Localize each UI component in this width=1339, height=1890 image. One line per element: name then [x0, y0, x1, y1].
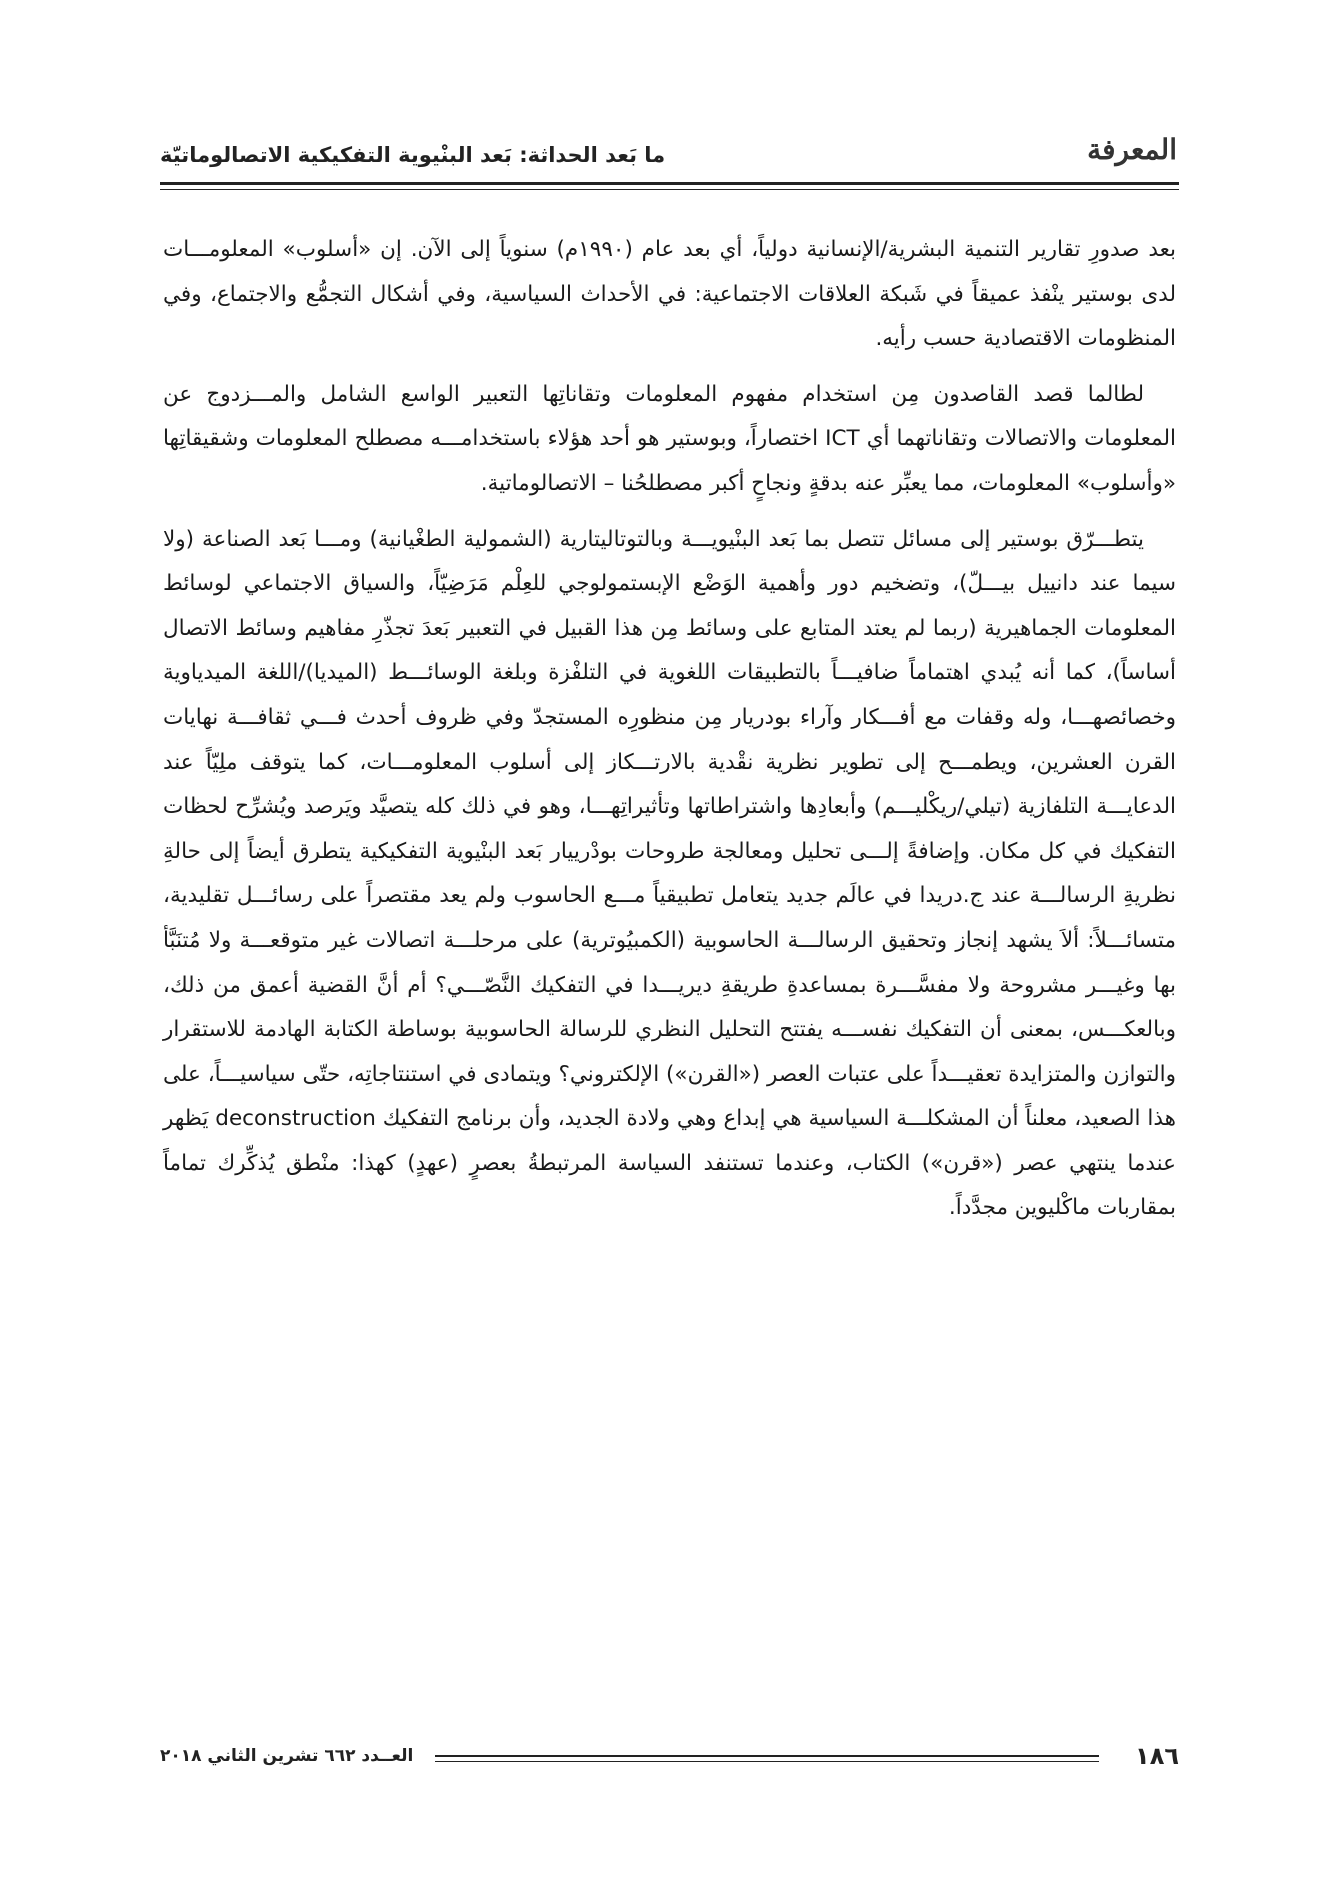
- paragraph-2: لطالما قصد القاصدون مِن استخدام مفهوم المعلومات وتقاناتِها التعبير الواسع الشامل والمـــزدوج عن المعلومات والاتصالات وتقاناتهما أي ICT اختصاراً، وبوستير هو أحد هؤلاء باستخدامـــه مصطلح المعلومات وشقيقاتِها «وأسلوب» المعلومات، مما يعبِّر عنه بدقةٍ ونجاحٍ أكبر مصطلحُنا – الاتصالوماتية.: [163, 381, 1177, 496]
- article-body: [163, 228, 1176, 1242]
- magazine-logo: المعرفة: [1087, 133, 1177, 166]
- footer-rule: [435, 1755, 1099, 1765]
- paragraph-3: يتطـــرّق بوستير إلى مسائل تتصل بما بَعد البنْيويـــة وبالتوتاليتارية (الشمولية الطغْيانية) ومـــا بَعد الصناعة (ولا سيما عند دانييل بيـــلّ)، وتضخيم دور وأهمية الوَضْع الإبستمولوجي للعِلْم مَرَضِيّاً، والسياق الاجتماعي لوسائط المعلومات الجماهيرية (ربما لم يعتد المتابع على وسائط مِن هذا القبيل في التعبير بَعدَ تجذّرِ مفاهيم وسائط الاتصال أساساً)، كما أنه يُبدي اهتماماً ضافيـــاً بالتطبيقات اللغوية في التلفْزة وبلغة الوسائـــط (الميديا)/اللغة الميدياوية وخصائصهـــا، وله وقفات مع أفـــكار وآراء بودريار مِن منظورِه المستجدّ وفي ظروف أحدث فـــي ثقافـــة نهايات القرن العشرين، ويطمـــح إلى تطوير نظرية نقْدية بالارتـــكاز إلى أسلوب المعلومـــات، كما يتوقف ملِيّاً عند الدعايـــة التلفازية (تيلي/ريكْليـــم) وأبعادِها واشتراطاتها وتأثيراتِهـــا، وهو في ذلك كله يتصيَّد ويَرصد ويُشرِّح لحظات التفكيك في كل مكان. وإضافةً إلـــى تحليل ومعالجة طروحات بودْرييار بَعد البنْيوية التفكيكية يتطرق أيضاً إلى حالةِ نظريةِ الرسالـــة عند ج.دريدا في عالَم جديد يتعامل تطبيقياً مـــع الحاسوب ولم يعد مقتصراً على رسائـــل تقليدية، متسائـــلاً: ألاَ يشهد إنجاز وتحقيق الرسالـــة الحاسوبية (الكمبيُوترية) على مرحلـــة اتصالات غير متوقعـــة ولا مُتنَبَّأ بها وغيـــر مشروحة ولا مفسَّـــرة بمساعدةِ طريقةِ ديريـــدا في التفكيك النَّصّـــي؟ أم أنَّ القضية أعمق من ذلك، وبالعكـــس، بمعنى أن التفكيك نفســـه يفتتح التحليل النظري للرسالة الحاسوبية بوساطة الكتابة الهادمة للاستقرار والتوازن والمتزايدة تعقيـــداً على عتبات العصر («القرن») الإلكتروني؟ ويتمادى في استنتاجاتِه، حتّى سياسيـــاً، على هذا الصعيد، معلناً أن المشكلـــة السياسية هي إبداع وهي ولادة الجديد، وأن برنامج التفكيك deconstruction يَظهر عندما ينتهي عصر («قرن») الكتاب، وعندما تستنفد السياسة المرتبطةُ بعصرٍ (عهدٍ) كهذا: منْطق يُذكِّرك تماماً بمقاربات ماكْليوين مجدَّداً.: [163, 526, 1176, 1221]
- page-number: ١٨٦: [1135, 1742, 1179, 1770]
- header-rule: [160, 182, 1179, 185]
- issue-info: العــدد ٦٦٢ تشرين الثاني ٢٠١٨: [160, 1746, 414, 1766]
- page-footer: [160, 1742, 1179, 1782]
- paragraph-1: بعد صدورِ تقارير التنمية البشرية/الإنسانية دولياً، أي بعد عام (١٩٩٠م) سنوياً إلى الآن. إن «أسلوب» المعلومـــات لدى بوستير ينْفذ عميقاً في شَبكة العلاقات الاجتماعية: في الأحداث السياسية، وفي أشكال التجمُّع والاجتماع، وفي المنظومات الاقتصادية حسب رأيه.: [163, 237, 1176, 352]
- header-rule-thin: [160, 189, 1179, 190]
- running-title: ما بَعد الحداثة: بَعد البنْيوية التفكيكية الاتصالوماتيّة: [160, 143, 666, 167]
- page-header: [160, 125, 1179, 185]
